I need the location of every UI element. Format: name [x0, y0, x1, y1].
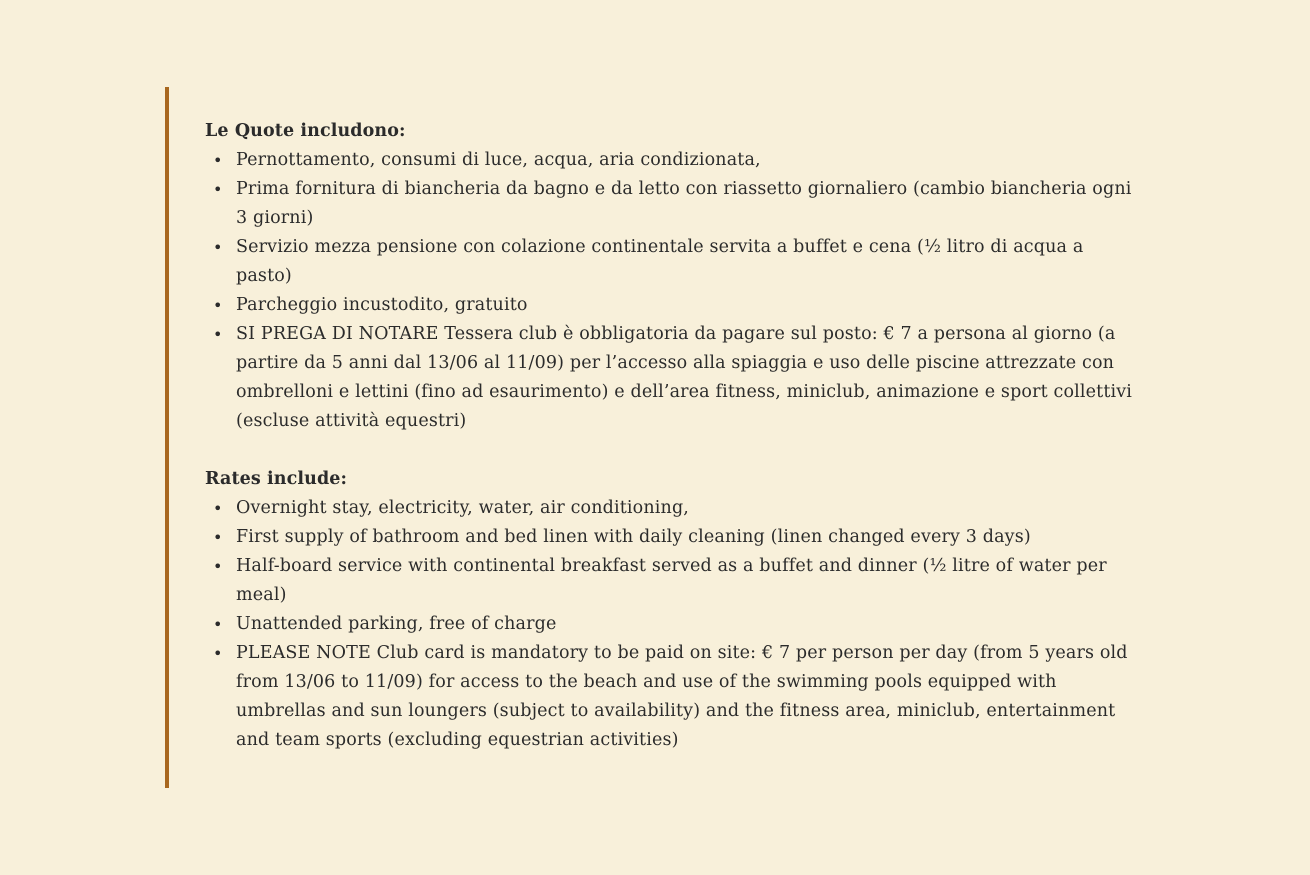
list-item-text: Servizio mezza pensione con colazione continentale servita a buffet e cena (½ litro di acqua a pasto): [236, 237, 1084, 286]
list-item-text: Pernottamento, consumi di luce, acqua, aria condizionata,: [236, 150, 761, 170]
list-item: [205, 494, 1135, 523]
list-item: [205, 175, 1135, 233]
bullet-icon: •: [213, 499, 223, 518]
list-item-text: Parcheggio incustodito, gratuito: [236, 295, 528, 315]
list-item: [205, 291, 1135, 320]
italian-list: [205, 146, 1135, 436]
list-item: [205, 146, 1135, 175]
list-item: [205, 639, 1135, 755]
rates-content: [205, 117, 1135, 755]
list-item-text: First supply of bathroom and bed linen with daily cleaning (linen changed every 3 days): [236, 527, 1031, 547]
italian-heading: Le Quote includono:: [205, 121, 406, 141]
list-item: [205, 552, 1135, 610]
bullet-icon: •: [213, 615, 223, 634]
bullet-icon: •: [213, 296, 223, 315]
list-item: [205, 523, 1135, 552]
list-item-text: PLEASE NOTE Club card is mandatory to be paid on site: € 7 per person per day (from 5 years old from 13/06 to 11/09) for access to the beach and use of the swimming pools equipped with umbrellas and sun loungers (subject to availability) and the fitness area, miniclub, entertainment and team sports (excluding equestrian activities): [236, 643, 1128, 750]
bullet-icon: •: [213, 238, 223, 257]
section-spacer: [205, 436, 1135, 465]
list-item-text: SI PREGA DI NOTARE Tessera club è obbligatoria da pagare sul posto: € 7 a persona al giorno (a partire da 5 anni dal 13/06 al 11/09) per l’accesso alla spiaggia e uso delle piscine attrezzate con ombrelloni e lettini (fino ad esaurimento) e dell’area fitness, miniclub, animazione e sport collettivi (escluse attività equestri): [236, 324, 1133, 431]
bullet-icon: •: [213, 528, 223, 547]
list-item: [205, 610, 1135, 639]
bullet-icon: •: [213, 325, 223, 344]
bullet-icon: •: [213, 151, 223, 170]
accent-bar: [165, 87, 169, 788]
list-item: [205, 233, 1135, 291]
list-item: [205, 320, 1135, 436]
bullet-icon: •: [213, 180, 223, 199]
list-item-text: Overnight stay, electricity, water, air conditioning,: [236, 498, 690, 518]
english-list: [205, 494, 1135, 755]
list-item-text: Unattended parking, free of charge: [236, 614, 557, 634]
list-item-text: Prima fornitura di biancheria da bagno e da letto con riassetto giornaliero (cambio biancheria ogni 3 giorni): [236, 179, 1132, 228]
bullet-icon: •: [213, 557, 223, 576]
list-item-text: Half-board service with continental breakfast served as a buffet and dinner (½ litre of water per meal): [236, 556, 1107, 605]
bullet-icon: •: [213, 644, 223, 663]
english-heading: Rates include:: [205, 469, 348, 489]
